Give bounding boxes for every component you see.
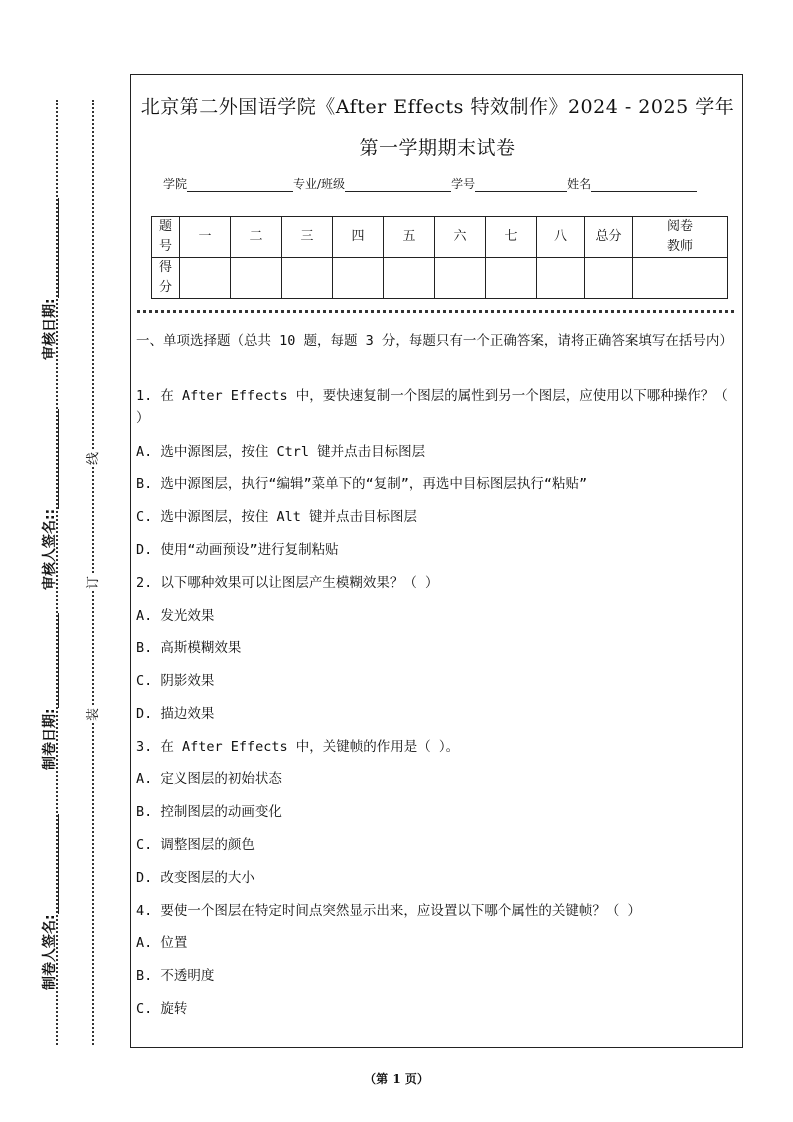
exam-subtitle: 第一学期期末试卷 [359,137,516,159]
column-header: 五 [384,217,435,258]
make-date-blank[interactable] [44,613,59,708]
question-stem: 2. 以下哪种效果可以让图层产生模糊效果？（ ） [136,575,439,591]
option-item: B. 控制图层的动画变化 [136,804,282,820]
exam-sheet [130,74,743,1048]
question-stem: 4. 要使一个图层在特定时间点突然显示出来，应设置以下哪个属性的关键帧？（ ） [136,903,642,919]
option-item: B. 高斯模糊效果 [136,640,242,656]
grader-cell[interactable] [633,258,728,299]
auditor-sign-blank[interactable] [44,409,59,509]
maker-sign-field [39,814,59,990]
option-item: B. 不透明度 [136,968,215,984]
score-cell[interactable] [486,258,537,299]
option-item: C. 阴影效果 [136,673,215,689]
make-date-label: 制卷日期: [42,708,58,770]
score-cell[interactable] [537,258,585,299]
page-number: （第 1 页） [364,1072,429,1086]
audit-date-field [39,198,59,360]
seal-fix-mark: 装 [80,707,103,722]
college-blank[interactable] [187,179,293,192]
header-cell-question-no: 题 号 [152,217,180,258]
maker-sign-label: 制卷人签名: [42,914,58,990]
score-cell[interactable] [435,258,486,299]
option-item: D. 改变图层的大小 [136,870,255,886]
student-id-label: 学号 [451,177,476,191]
score-cell-total[interactable] [585,258,633,299]
auditor-sign-label: 审核人签名:: [42,508,58,590]
seal-bind-mark: 订 [80,575,103,590]
question-stem: 3. 在 After Effects 中，关键帧的作用是（ ）。 [136,739,460,755]
name-label: 姓名 [567,177,592,191]
score-cell[interactable] [333,258,384,299]
audit-date-label: 审核日期: [42,298,58,360]
score-cell[interactable] [282,258,333,299]
column-header-total: 总分 [585,217,633,258]
binding-margin [0,0,128,1122]
option-item: B. 选中源图层，执行“编辑”菜单下的“复制”，再选中目标图层执行“粘贴” [136,476,588,492]
name-blank[interactable] [591,179,697,192]
option-item: D. 描边效果 [136,706,215,722]
section-heading: 一、单项选择题（总共 10 题，每题 3 分，每题只有一个正确答案，请将正确答案填写在括号内） [136,333,733,349]
auditor-sign-field [39,409,59,590]
option-item: A. 发光效果 [136,608,215,624]
column-header: 八 [537,217,585,258]
score-table [151,216,728,299]
column-header: 二 [231,217,282,258]
student-id-blank[interactable] [475,179,567,192]
score-table-score-row [152,258,728,299]
option-item: C. 调整图层的颜色 [136,837,255,853]
major-label: 专业/班级 [293,177,346,191]
option-item: A. 位置 [136,935,188,951]
option-item: C. 旋转 [136,1001,188,1017]
question-stem: 1. 在 After Effects 中，要快速复制一个图层的属性到另一个图层，应使用以下哪种操作？（ ） [136,388,728,426]
maker-sign-blank[interactable] [44,814,59,914]
column-header: 一 [180,217,231,258]
column-header: 七 [486,217,537,258]
score-cell[interactable] [231,258,282,299]
dotted-separator [137,310,734,313]
audit-date-blank[interactable] [44,198,59,298]
college-label: 学院 [163,177,188,191]
header-cell-score: 得 分 [152,258,180,299]
binding-dotted-line [92,100,94,1045]
make-date-field [39,613,59,770]
option-item: C. 选中源图层，按住 Alt 键并点击目标图层 [136,509,418,525]
score-cell[interactable] [180,258,231,299]
column-header: 六 [435,217,486,258]
option-item: A. 选中源图层，按住 Ctrl 键并点击目标图层 [136,444,426,460]
score-table-header-row [152,217,728,258]
score-cell[interactable] [384,258,435,299]
option-item: D. 使用“动画预设”进行复制粘贴 [136,542,339,558]
column-header-grader: 阅卷 教师 [633,217,728,258]
major-blank[interactable] [345,179,451,192]
column-header: 四 [333,217,384,258]
column-header: 三 [282,217,333,258]
seal-line-mark: 线 [80,451,103,466]
exam-title: 北京第二外国语学院《After Effects 特效制作》2024 - 2025 学年 [140,96,735,118]
student-info-row [163,175,723,192]
option-item: A. 定义图层的初始状态 [136,771,282,787]
